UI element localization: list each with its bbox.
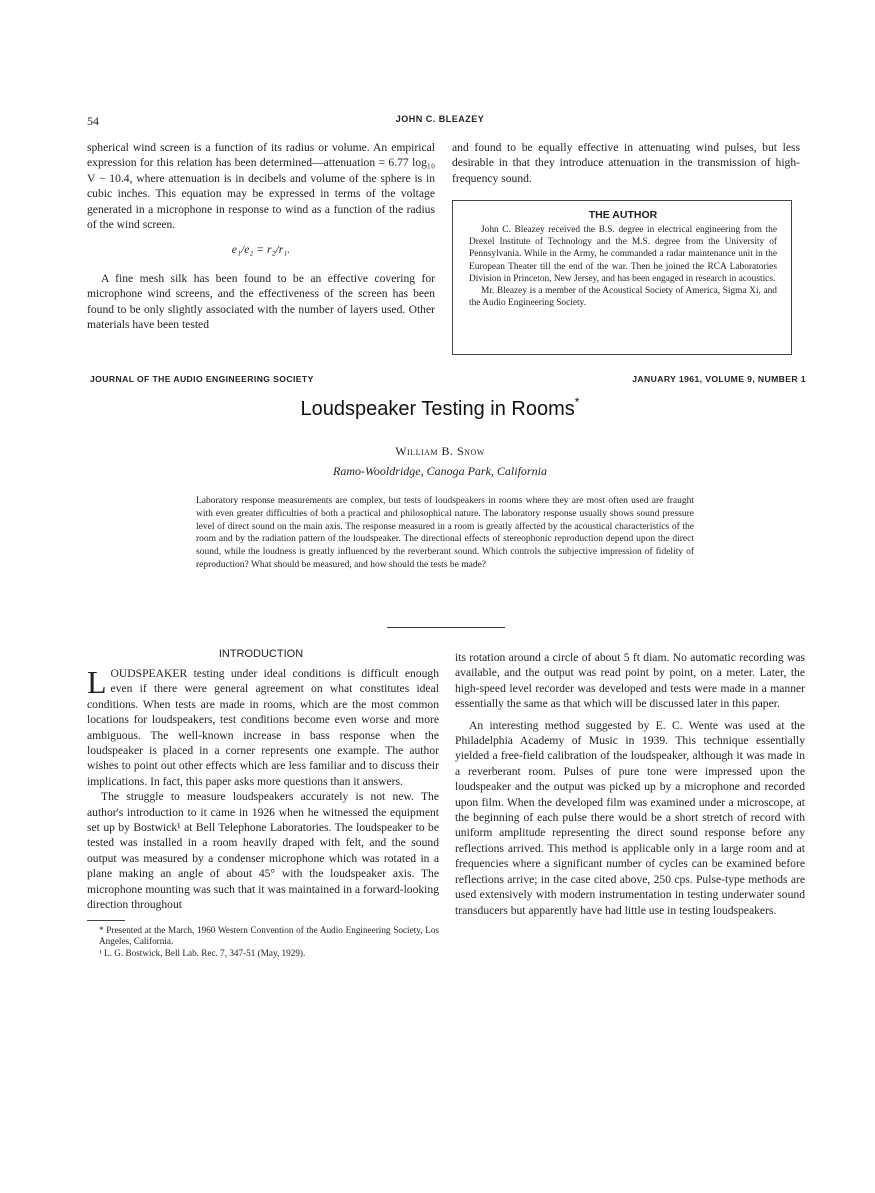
drop-cap: L [87, 664, 107, 700]
footnote-rule [87, 920, 125, 921]
intro-paragraph-1-text: OUDSPEAKER testing under ideal conditions is difficult enough even if there were general agreement on what constitutes ideal conditions. When tests are made in rooms, which are the most common locations for loudspeakers, test conditions become even worse and more ambiguous. The well-known increase in bass response when the loudspeaker is placed in a corner represents one example. The author wishes to point out other effects which are less familiar and to discuss their implications. In fact, this paper asks more questions than it answers. [87, 667, 439, 788]
footnote-bostwick: ¹ L. G. Bostwick, Bell Lab. Rec. 7, 347-51 (May, 1929). [99, 947, 306, 958]
footnotes [87, 925, 439, 960]
article-title-text: Loudspeaker Testing in Rooms [300, 398, 575, 420]
author-membership-paragraph: Mr. Bleazey is a member of the Acoustical Society of America, Sigma Xi, and the Audio Engineering Society. [469, 286, 777, 309]
continuation-paragraph: and found to be equally effective in attenuating wind pulses, but less desirable in that they introduce attenuation in the transmission of high-frequency sound. [452, 141, 800, 185]
article-title [180, 395, 700, 421]
author-bio-paragraph: John C. Bleazey received the B.S. degree in electrical engineering from the Drexel Institute of Technology and the M.S. degree from the University of Pennsylvania. While in the Army, he commanded a radar maintenance unit in the European Theater till the end of the war. Then he joined the RCA Laboratories Division in Princeton, New Jersey, and has been engaged in research in acoustics. [469, 225, 777, 284]
previous-article-right-column [452, 140, 800, 186]
article-affiliation: Ramo-Wooldridge, Canoga Park, California [333, 464, 547, 478]
intro-paragraph-4: An interesting method suggested by E. C. Wente was used at the Philadelphia Academy of Music in 1939. This technique essentially yielded a free-field calibration of the loudspeaker, although it was made in a reverberant room. Pulses of pure tone were impressed upon the loudspeaker and the output was picked up by a microphone and recorded upon film. When the developed film was examined under a microscope, at the beginning of each pulse there would be a short stretch of record with uniform amplitude representing the direct sound response before any reflections arrived. This method is applicable only in a large room and at frequencies where a significant number of cycles can be examined before reflections arrive; in the case cited above, 250 cps. Pulse-type methods are used extensively with modern instrumentation in testing underwater sound transducers but apparently have had little use in testing loudspeakers. [455, 718, 805, 917]
author-box-title: THE AUTHOR [588, 209, 658, 221]
intro-paragraph-1 [87, 666, 439, 789]
running-header-author: JOHN C. BLEAZEY [395, 114, 485, 124]
author-bio-box [452, 200, 792, 355]
issue-info: JANUARY 1961, VOLUME 9, NUMBER 1 [632, 374, 806, 384]
silk-mesh-paragraph: A fine mesh silk has been found to be an effective covering for microphone wind screens, and the effectiveness of the screen has been found to be only slightly associated with the number of layers used. Other materials have been tested [87, 271, 435, 332]
footnote-presented: * Presented at the March, 1960 Western Convention of the Audio Engineering Society, Los Angeles, California. [99, 924, 439, 947]
previous-article-left-column [87, 140, 435, 332]
body-right-column [455, 650, 805, 918]
journal-name: JOURNAL OF THE AUDIO ENGINEERING SOCIETY [90, 374, 314, 384]
section-divider [387, 627, 505, 628]
title-footnote-mark: * [574, 395, 580, 409]
intro-paragraph-2: The struggle to measure loudspeakers accurately is not new. The author's introduction to it came in 1926 when he witnessed the equipment set up by Bostwick¹ at Bell Telephone Laboratories. The loudspeaker to be tested was installed in a room heavily draped with felt, and the sound output was measured by a condenser microphone which was rotated in a plane making an angle of about 45° with the loudspeaker axis. The microphone mounting was such that it was maintained in a forward-looking direction throughout [87, 790, 439, 912]
introduction-heading: INTRODUCTION [218, 648, 304, 660]
intro-paragraph-3: its rotation around a circle of about 5 ft diam. No automatic recording was available, and the output was read point by point, on a meter. Later, the high-speed level recorder was developed and tests were made in a manner essentially the same as that which will be discussed later in this paper. [455, 651, 805, 711]
article-author: William B. Snow [395, 444, 485, 458]
abstract: Laboratory response measurements are complex, but tests of loudspeakers in rooms where they are most often used are fraught with even greater difficulties of both a practical and philosophical nature. The laboratory response usually shows sound pressure level of direct sound on the main axis. The response measured in a room is greatly affected by the acoustical characteristics of the room and by the radiation pattern of the loudspeaker. The directional effects of stereophonic reproduction depend upon the direct sound, while the loudness is greatly influenced by the reverberant sound. Which controls the subjective impression of fidelity of reproduction? What should be measured, and how should the tests be made? [196, 496, 694, 570]
voltage-radius-formula: e₁/e₂ = r₂/r₁. [231, 243, 291, 257]
body-left-column [87, 666, 439, 959]
page-number: 54 [87, 114, 99, 128]
wind-screen-paragraph: spherical wind screen is a function of its radius or volume. An empirical expression for this relation has been determined—attenuation = 6.77 log₁₀ V − 10.4, where attenuation is in decibels and volume of the sphere is in cubic inches. This equation may be expressed in terms of the voltage generated in a microphone in response to wind as a function of the radius of the wind screen. [87, 141, 435, 232]
author-bio-text [469, 224, 777, 309]
